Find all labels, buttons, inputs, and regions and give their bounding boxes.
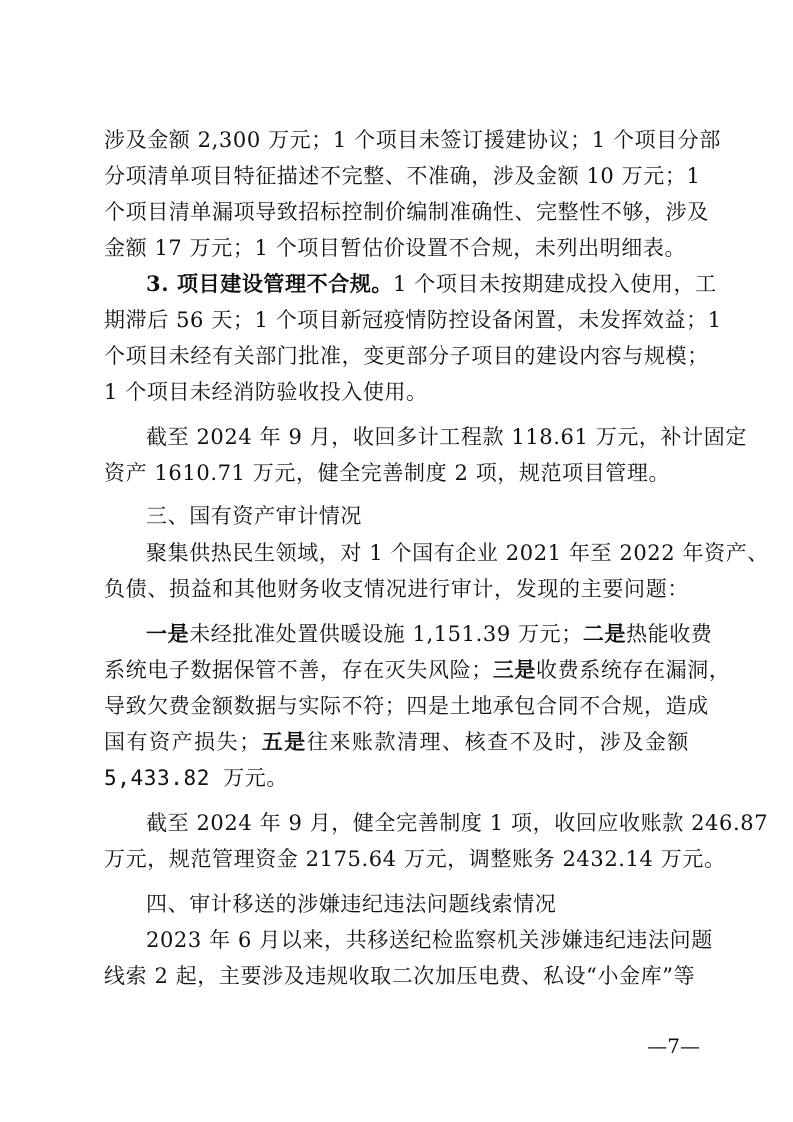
paragraph-line: 1 个项目未经消防验收投入使用。 [104, 380, 428, 404]
paragraph-line: 线索 2 起，主要涉及违规收取二次加压电费、私设“小金库”等 [104, 964, 696, 988]
section-3-text: 1 个项目未按期建成投入使用，工 [393, 272, 717, 296]
section-heading-3: 三、国有资产审计情况 [146, 504, 362, 528]
issue-text: 国有资产损失； [104, 730, 261, 754]
issues-line: 5,433.82 万元。 [104, 766, 288, 790]
issue-label: 五是 [260, 729, 307, 754]
paragraph-line: 聚集供热民生领域，对 1 个国有企业 2021 年至 2022 年资产、 [146, 541, 769, 565]
issues-line [146, 616, 713, 652]
paragraph-line: 2023 年 6 月以来，共移送纪检监察机关涉嫌违纪违法问题 [146, 928, 713, 952]
paragraph-line: 个项目未经有关部门批准，变更部分子项目的建设内容与规模； [104, 344, 709, 368]
section-3-heading: 3. 项目建设管理不合规。 [146, 271, 394, 296]
issue-label: 一是 [146, 621, 190, 646]
paragraph-line: 金额 17 万元；1 个项目暂估价设置不合规，未列出明细表。 [104, 236, 687, 260]
paragraph-line: 期滞后 56 天；1 个项目新冠疫情防控设备闲置，未发挥效益；1 [104, 308, 722, 332]
paragraph-line: 截至 2024 年 9 月，健全完善制度 1 项，收回应收账款 246.87 [146, 811, 769, 835]
paragraph-line: 分项清单项目特征描述不完整、不准确，涉及金额 10 万元；1 [104, 164, 701, 188]
paragraph-line: 个项目清单漏项导致招标控制价编制准确性、完整性不够，涉及 [104, 200, 709, 224]
page-number: —7— [647, 1034, 700, 1058]
issue-text: 收费系统存在漏洞， [536, 658, 731, 682]
paragraph-line: 截至 2024 年 9 月，收回多计工程款 118.61 万元，补计固定 [146, 425, 747, 449]
issues-line [104, 724, 689, 760]
section-3-first-line [146, 266, 717, 302]
issue-text: 热能收费 [626, 622, 713, 646]
issues-line [104, 652, 731, 688]
section-heading-4: 四、审计移送的涉嫌违纪违法问题线索情况 [146, 892, 557, 916]
issue-text: 系统电子数据保管不善，存在灭失风险； [104, 658, 493, 682]
issue-label: 三是 [492, 657, 537, 682]
issues-line: 导致欠费金额数据与实际不符；四是土地承包合同不合规，造成 [104, 694, 709, 718]
issue-text: 未经批准处置供暖设施 1,151.39 万元； [189, 622, 583, 646]
issue-text: 往来账款清理、核查不及时，涉及金额 [306, 730, 690, 754]
paragraph-line: 涉及金额 2,300 万元；1 个项目未签订援建协议；1 个项目分部 [104, 128, 721, 152]
paragraph-line: 万元，规范管理资金 2175.64 万元，调整账务 2432.14 万元。 [104, 847, 726, 871]
issue-label: 二是 [582, 621, 627, 646]
paragraph-line: 负债、损益和其他财务收支情况进行审计，发现的主要问题： [104, 577, 689, 601]
paragraph-line: 资产 1610.71 万元，健全完善制度 2 项，规范项目管理。 [104, 461, 671, 485]
